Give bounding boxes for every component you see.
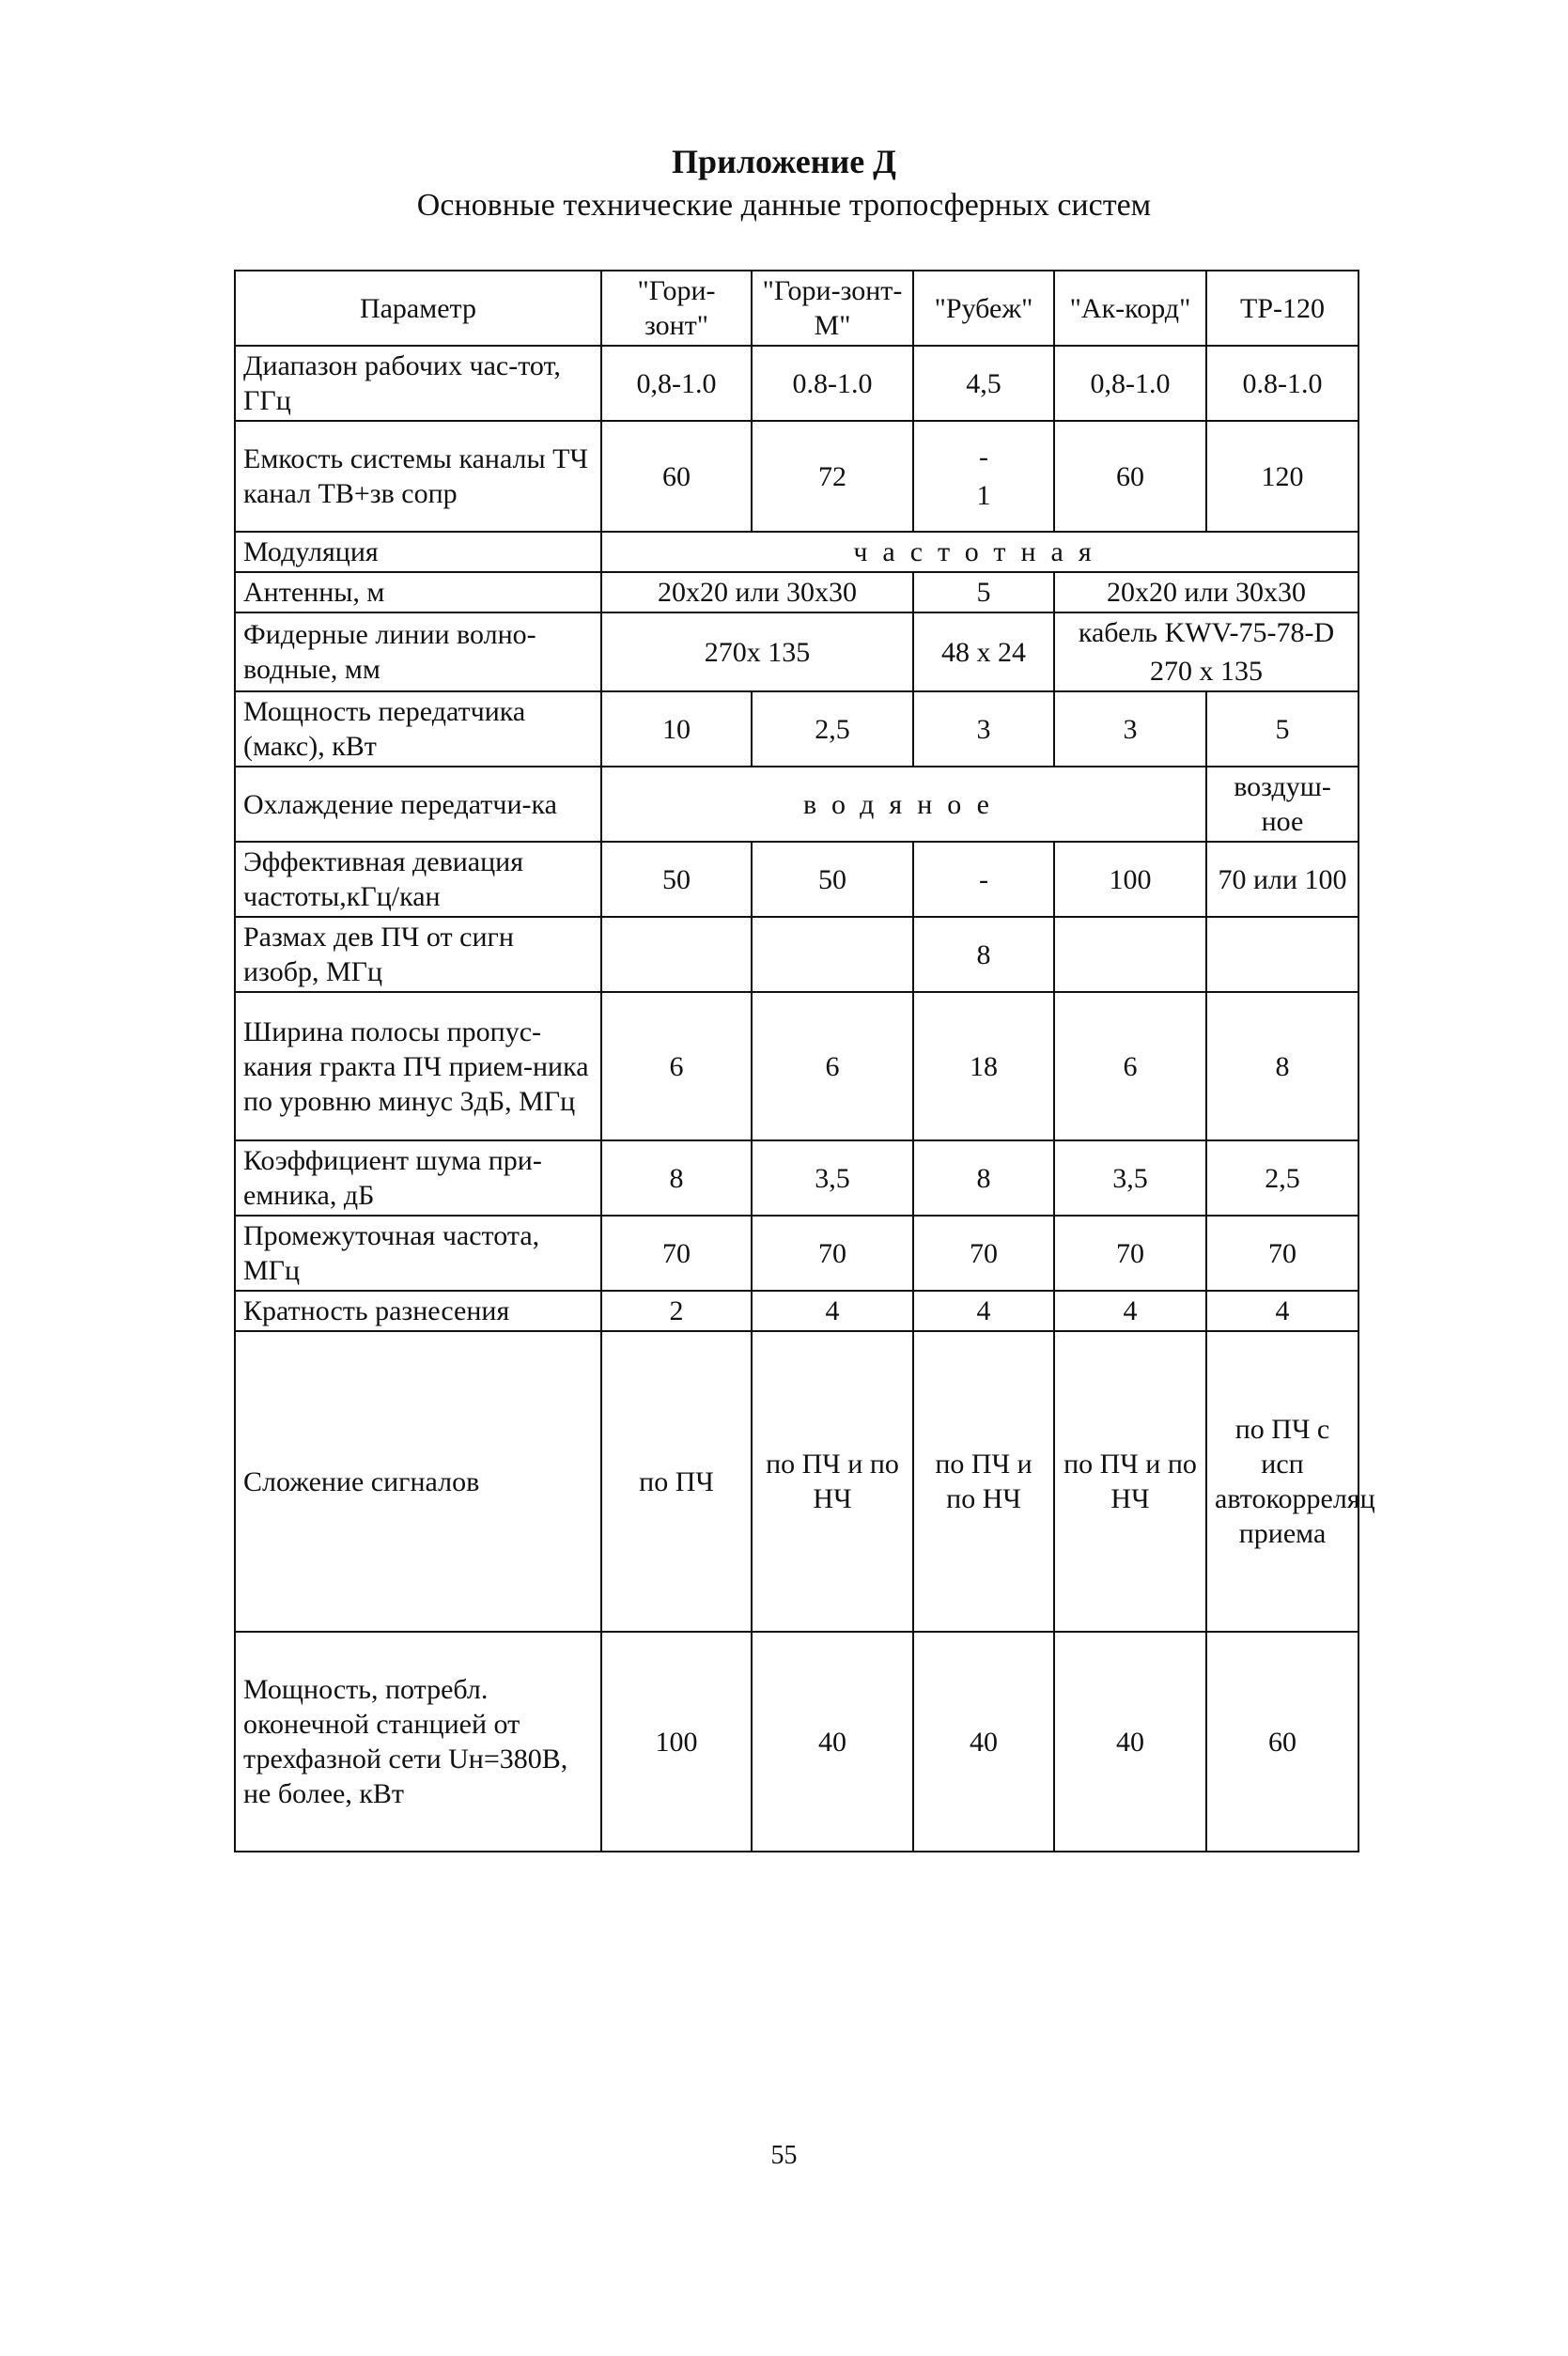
table-row bbox=[235, 532, 1358, 572]
row-label: Размах дев ПЧ от сигн изобр, МГц bbox=[235, 917, 601, 992]
table-row bbox=[235, 572, 1358, 612]
table-cell: 3,5 bbox=[752, 1140, 913, 1216]
header-gorizont-m: "Гори-зонт-М" bbox=[752, 271, 913, 346]
table-cell: 40 bbox=[1054, 1632, 1206, 1852]
table-cell: 8 bbox=[1206, 992, 1358, 1140]
page-subtitle: Основные технические данные тропосферных систем bbox=[416, 188, 1152, 223]
table-cell: 40 bbox=[752, 1632, 913, 1852]
table-row bbox=[235, 917, 1358, 992]
table-row bbox=[235, 1632, 1358, 1852]
table-cell: 0.8-1.0 bbox=[752, 346, 913, 421]
row-label: Диапазон рабочих час-тот, ГГц bbox=[235, 346, 601, 421]
row-label: Сложение сигналов bbox=[235, 1331, 601, 1632]
table-cell: по ПЧ и по НЧ bbox=[752, 1331, 913, 1632]
table-cell: 20х20 или 30х30 bbox=[1054, 572, 1358, 612]
table-cell: 120 bbox=[1206, 421, 1358, 532]
table-cell: 5 bbox=[913, 572, 1054, 612]
row-label: Мощность передатчика (макс), кВт bbox=[235, 691, 601, 767]
table-cell: 6 bbox=[601, 992, 752, 1140]
table-cell: 0.8-1.0 bbox=[1206, 346, 1358, 421]
row-label: Мощность, потребл. оконечной станцией от трехфазной сети Uн=380В, не более, кВт bbox=[235, 1632, 601, 1852]
cell-line: кабель KWV-75-78-D bbox=[1078, 617, 1335, 648]
table-cell: 4 bbox=[752, 1291, 913, 1331]
row-label: Емкость системы каналы ТЧ канал ТВ+зв сопр bbox=[235, 421, 601, 532]
row-label: Модуляция bbox=[235, 532, 601, 572]
table-cell: 4 bbox=[913, 1291, 1054, 1331]
table-cell: 18 bbox=[913, 992, 1054, 1140]
table-cell: 50 bbox=[752, 842, 913, 917]
row-label: Коэффициент шума при-емника, дБ bbox=[235, 1140, 601, 1216]
table-cell: 2,5 bbox=[752, 691, 913, 767]
table-cell: 70 или 100 bbox=[1206, 842, 1358, 917]
table-cell bbox=[913, 421, 1054, 532]
table-cell: 3 bbox=[1054, 691, 1206, 767]
table-row bbox=[235, 691, 1358, 767]
table-row bbox=[235, 1291, 1358, 1331]
table-cell bbox=[1054, 917, 1206, 992]
table-cell: 60 bbox=[1054, 421, 1206, 532]
page-title: Приложение Д bbox=[672, 143, 896, 180]
table-cell: 8 bbox=[601, 1140, 752, 1216]
table-cell: 0,8-1.0 bbox=[601, 346, 752, 421]
header-tr-120: ТР-120 bbox=[1206, 271, 1358, 346]
table-cell: 10 bbox=[601, 691, 752, 767]
table-cell: по ПЧ bbox=[601, 1331, 752, 1632]
table-cell: 5 bbox=[1206, 691, 1358, 767]
row-label: Ширина полосы пропус-кания гракта ПЧ прием-ника по уровню минус 3дБ, МГц bbox=[235, 992, 601, 1140]
table-cell: 100 bbox=[601, 1632, 752, 1852]
table-cell: 70 bbox=[1206, 1216, 1358, 1291]
table-header-row bbox=[235, 271, 1358, 346]
table-cell: 70 bbox=[601, 1216, 752, 1291]
table-row bbox=[235, 992, 1358, 1140]
table-cell bbox=[752, 917, 913, 992]
table-cell: 4 bbox=[1054, 1291, 1206, 1331]
table-cell: 2 bbox=[601, 1291, 752, 1331]
table-cell: 6 bbox=[1054, 992, 1206, 1140]
table-cell: 6 bbox=[752, 992, 913, 1140]
table-cell bbox=[1054, 612, 1358, 691]
table-cell: 20х20 или 30х30 bbox=[601, 572, 913, 612]
table-row bbox=[235, 346, 1358, 421]
cell-line: - bbox=[979, 442, 988, 473]
row-label: Эффективная девиация частоты,кГц/кан bbox=[235, 842, 601, 917]
table-cell: 8 bbox=[913, 1140, 1054, 1216]
table-cell: 0,8-1.0 bbox=[1054, 346, 1206, 421]
table-cell: 3 bbox=[913, 691, 1054, 767]
table-cell: 100 bbox=[1054, 842, 1206, 917]
row-label: Антенны, м bbox=[235, 572, 601, 612]
table-cell: водяное bbox=[601, 767, 1206, 842]
row-label: Промежуточная частота, МГц bbox=[235, 1216, 601, 1291]
table-cell: 2,5 bbox=[1206, 1140, 1358, 1216]
table-cell bbox=[601, 917, 752, 992]
table-cell: 70 bbox=[752, 1216, 913, 1291]
table-row bbox=[235, 421, 1358, 532]
table-row bbox=[235, 767, 1358, 842]
table-cell: воздуш-ное bbox=[1206, 767, 1358, 842]
table-cell: - bbox=[913, 842, 1054, 917]
table-row bbox=[235, 842, 1358, 917]
table-cell: 270х 135 bbox=[601, 612, 913, 691]
table-cell: 40 bbox=[913, 1632, 1054, 1852]
header-parameter: Параметр bbox=[235, 271, 601, 346]
table-cell: частотная bbox=[601, 532, 1358, 572]
table-cell: 50 bbox=[601, 842, 752, 917]
table-cell: 60 bbox=[601, 421, 752, 532]
table-cell: 70 bbox=[1054, 1216, 1206, 1291]
table-cell: 4 bbox=[1206, 1291, 1358, 1331]
table-cell: по ПЧ и по НЧ bbox=[1054, 1331, 1206, 1632]
table-cell: 72 bbox=[752, 421, 913, 532]
table-row bbox=[235, 612, 1358, 691]
page-number: 55 bbox=[770, 2141, 798, 2170]
table-cell: 3,5 bbox=[1054, 1140, 1206, 1216]
table-cell: по ПЧ с исп автокорреляц приема bbox=[1206, 1331, 1358, 1632]
table-cell: 60 bbox=[1206, 1632, 1358, 1852]
table-cell: 70 bbox=[913, 1216, 1054, 1291]
table-row bbox=[235, 1216, 1358, 1291]
header-gorizont: "Гори-зонт" bbox=[601, 271, 752, 346]
table-cell bbox=[1206, 917, 1358, 992]
header-rubezh: "Рубеж" bbox=[913, 271, 1054, 346]
row-label: Охлаждение передатчи-ка bbox=[235, 767, 601, 842]
table-cell: 8 bbox=[913, 917, 1054, 992]
table-cell: по ПЧ и по НЧ bbox=[913, 1331, 1054, 1632]
table-cell: 4,5 bbox=[913, 346, 1054, 421]
cell-line: 270 х 135 bbox=[1150, 656, 1263, 687]
table-row bbox=[235, 1140, 1358, 1216]
table-row bbox=[235, 1331, 1358, 1632]
table-cell: 48 х 24 bbox=[913, 612, 1054, 691]
cell-line: 1 bbox=[976, 480, 991, 511]
header-akkord: "Ак-корд" bbox=[1054, 271, 1206, 346]
specs-table bbox=[234, 270, 1375, 1852]
row-label: Фидерные линии волно-водные, мм bbox=[235, 612, 601, 691]
row-label: Кратность разнесения bbox=[235, 1291, 601, 1331]
